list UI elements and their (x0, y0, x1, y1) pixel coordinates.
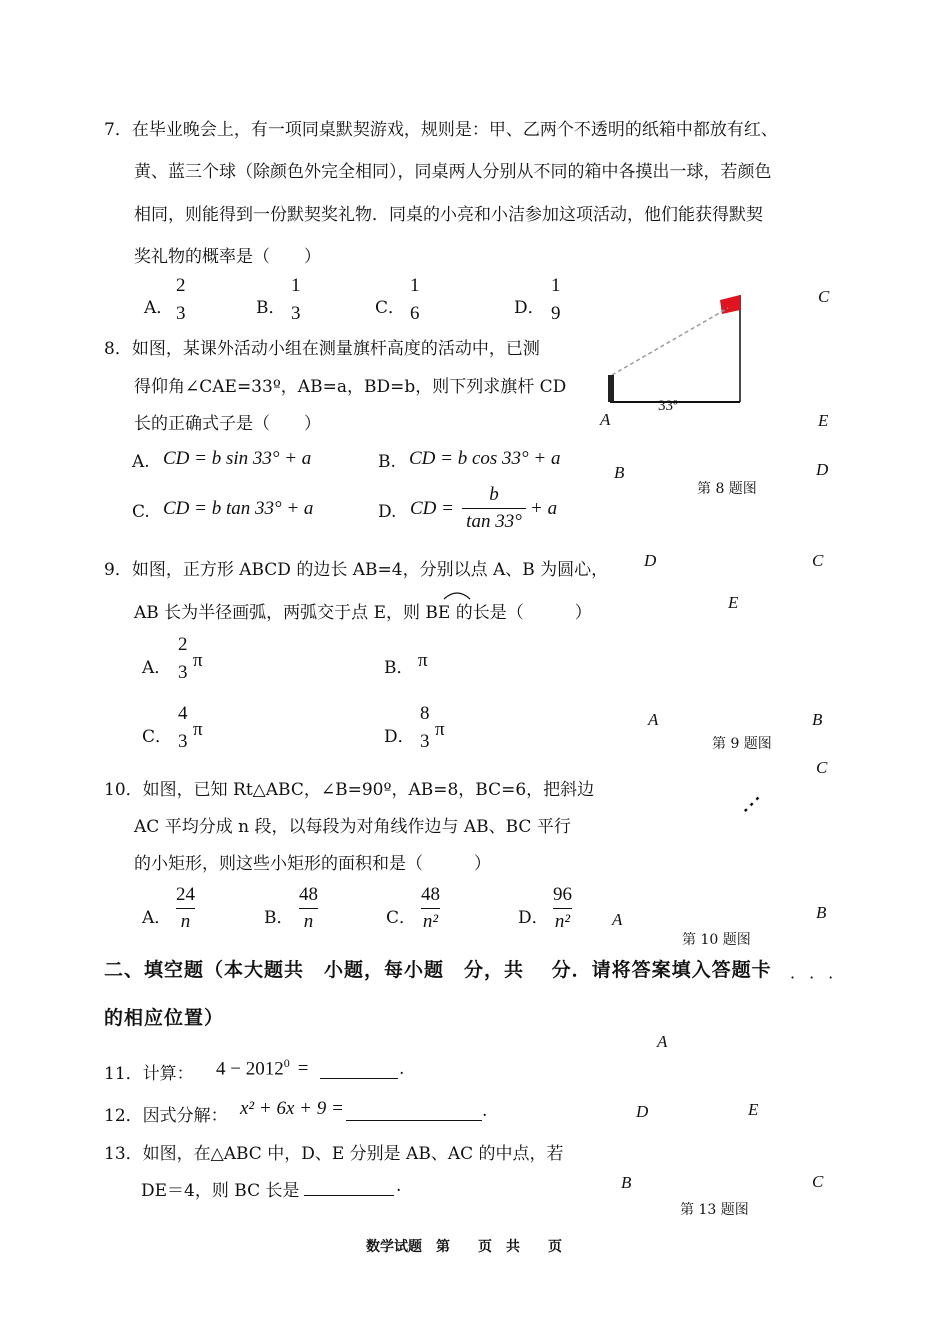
q7-option-d-letter: D． (514, 298, 545, 318)
q9-label-e: E (728, 593, 739, 612)
q9-option-b-letter: B． (384, 658, 414, 678)
q13-label-b: B (621, 1173, 632, 1192)
q8-option-d-lhs: CD = (410, 498, 454, 519)
q13-label-e: E (748, 1100, 759, 1119)
q10-option-b-fraction: $\frac{48}{n}$ (299, 884, 318, 932)
q9-option-a-pi: π (193, 650, 203, 671)
q8-option-c-letter: C. (132, 502, 150, 522)
q8-line-1: 8．如图，某课外活动小组在测量旗杆高度的活动中，已测 (104, 339, 540, 359)
q9-label-c: C (812, 551, 824, 570)
q8-figure (600, 290, 750, 410)
q12-period: . (482, 1101, 488, 1121)
section-2-heading: 二、填空题（本大题共 小题，每小题 分，共 分．请将答案填入答题卡 (104, 959, 772, 981)
q10-option-c-fraction: $\frac{48}{\text{n²}}$ (421, 884, 440, 932)
q12-answer-blank[interactable] (346, 1100, 482, 1121)
q7-option-b-letter: B． (256, 298, 286, 318)
q11-expr: $4 - 2012^0$ = (216, 1056, 309, 1080)
q13-answer-blank[interactable] (304, 1175, 394, 1196)
q8-option-d-fraction: $\frac{b}{\tan 33^\circ}$ (462, 484, 526, 533)
q8-label-d: D (816, 460, 829, 479)
q8-option-b-letter: B. (378, 452, 396, 472)
q8-label-a: A (600, 410, 611, 429)
q9-option-c-pi: π (193, 719, 203, 740)
q10-line-1: 10．如图，已知 Rt△ABC，∠B=90º，AB=8，BC=6，把斜边 (104, 780, 595, 800)
q7-line-4: 奖礼物的概率是（ ） (134, 247, 321, 267)
q11-prefix: 11．计算： (104, 1064, 194, 1084)
q8-line-3: 长的正确式子是（ ） (134, 414, 321, 434)
q8-line-2: 得仰角∠CAE=33º，AB=a，BD=b，则下列求旗杆 CD (134, 377, 567, 397)
q10-option-a-fraction: $\frac{24}{n}$ (176, 884, 195, 932)
q11-answer-blank[interactable] (320, 1058, 398, 1079)
q9-label-b: B (812, 710, 823, 729)
section-2-heading-cont: 的相应位置） (104, 1007, 225, 1029)
q8-option-c-expr: CD = b tan 33° + a (163, 498, 314, 519)
ellipsis-icon: ⋮ (733, 785, 771, 823)
q12-expr: x² + 6x + 9 = (240, 1098, 344, 1119)
q9-option-b-expr: π (418, 650, 428, 671)
q7-line-2: 黄、蓝三个球（除颜色外完全相同），同桌两人分别从不同的箱中各摸出一球，若颜色 (134, 162, 772, 182)
q9-option-c-fraction: 4 3 (178, 703, 188, 752)
emphasis-dots: ··· (790, 968, 848, 987)
page-footer: 数学试题 第 页 共 页 (366, 1239, 562, 1255)
q7-option-c-letter: C． (375, 298, 406, 318)
q10-option-c-letter: C． (386, 908, 417, 928)
q7-option-b-fraction: 1 3 (291, 275, 301, 324)
q7-option-c-fraction: 1 6 (410, 275, 420, 324)
q9-option-d-pi: π (435, 719, 445, 740)
q9-line-2: AB 长为半径画弧，两弧交于点 E，则 BE 的长是（ ） (134, 603, 592, 623)
q9-option-a-fraction: 2 3 (178, 634, 188, 683)
q7-option-a-fraction: 2 3 (176, 275, 186, 324)
q9-caption: 第 9 题图 (712, 736, 772, 752)
q7-option-d-fraction: 1 9 (551, 275, 561, 324)
q10-option-b-letter: B． (264, 908, 294, 928)
q13-line-2: DE＝4，则 BC 长是 (141, 1181, 300, 1201)
q7-option-a-letter: A． (144, 298, 174, 318)
q10-label-b: B (816, 903, 827, 922)
q9-option-d-letter: D． (384, 727, 415, 747)
q13-label-d: D (636, 1102, 649, 1121)
q9-label-d: D (644, 551, 657, 570)
q13-caption: 第 13 题图 (680, 1202, 749, 1218)
q10-option-d-letter: D． (518, 908, 549, 928)
q8-option-a-expr: CD = b sin 33° + a (163, 448, 312, 469)
q7-line-1: 7．在毕业晚会上，有一项同桌默契游戏，规则是：甲、乙两个不透明的纸箱中都放有红、 (104, 120, 778, 140)
q8-option-d-tail: + a (530, 498, 558, 519)
arc-mark-icon (442, 590, 472, 600)
q10-line-2: AC 平均分成 n 段，以每段为对角线作边与 AB、BC 平行 (134, 817, 571, 837)
q13-line-1: 13．如图，在△ABC 中，D、E 分别是 AB、AC 的中点，若 (104, 1144, 564, 1164)
q9-line-1: 9．如图，正方形 ABCD 的边长 AB=4，分别以点 A、B 为圆心， (104, 560, 609, 580)
q8-option-a-letter: A. (132, 452, 150, 472)
q10-label-a: A (612, 910, 623, 929)
q8-option-b-expr: CD = b cos 33° + a (409, 448, 561, 469)
q8-caption: 第 8 题图 (697, 481, 757, 497)
q12-prefix: 12．因式分解： (104, 1106, 228, 1126)
q10-caption: 第 10 题图 (682, 932, 751, 948)
sight-line (612, 308, 728, 375)
q7-line-3: 相同，则能得到一份默契奖礼物．同桌的小亮和小洁参加这项活动，他们能获得默契 (134, 205, 763, 225)
observer-icon (608, 375, 614, 402)
q10-option-d-fraction: $\frac{96}{\text{n²}}$ (553, 884, 572, 932)
q10-label-c: C (816, 758, 828, 777)
q8-angle-label: 33º (658, 398, 678, 414)
q13-period: . (396, 1176, 402, 1196)
q9-option-a-letter: A． (142, 658, 172, 678)
q8-option-d-letter: D. (378, 502, 397, 522)
q11-period: . (399, 1059, 405, 1079)
q9-label-a: A (648, 710, 659, 729)
q9-option-c-letter: C． (142, 727, 173, 747)
q8-label-c: C (818, 287, 830, 306)
q9-option-d-fraction: 8 3 (420, 703, 430, 752)
q8-label-e: E (818, 411, 829, 430)
q13-label-a: A (657, 1032, 668, 1051)
q8-label-b: B (614, 463, 625, 482)
q10-option-a-letter: A． (142, 908, 172, 928)
q10-line-3: 的小矩形，则这些小矩形的面积和是（ ） (134, 854, 491, 874)
q13-label-c: C (812, 1172, 824, 1191)
